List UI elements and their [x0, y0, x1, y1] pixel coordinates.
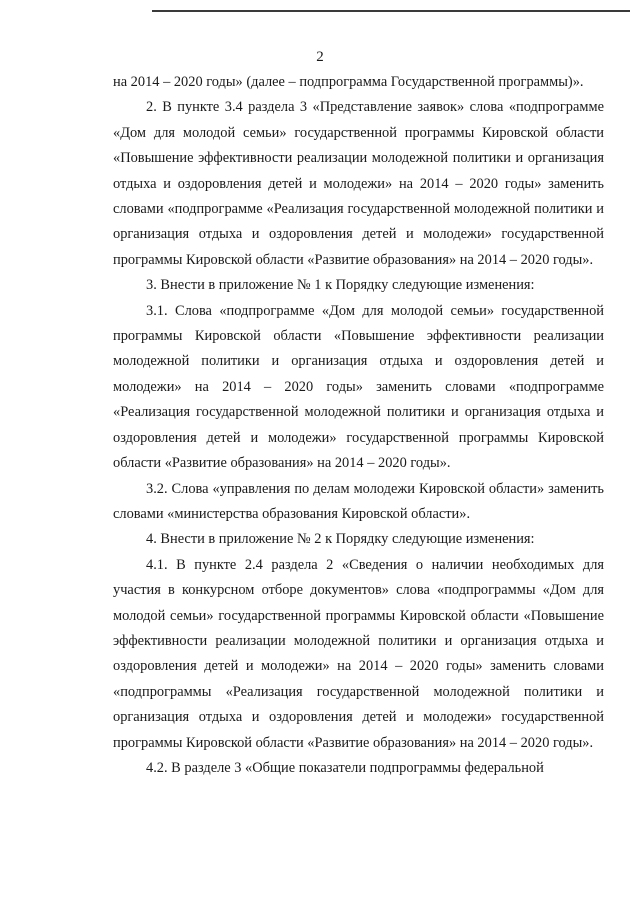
paragraph-item-4-1: 4.1. В пункте 2.4 раздела 2 «Сведения о наличии необходимых для участия в конкурсном отборе документов» слова «подпрограммы «Дом для молодой семьи» государственной программы Кировской области «Повышение эффективности реализации молодежной политики и организация отдыха и оздоровления детей и молодежи» на 2014 – 2020 годы» заменить словами «подпрограммы «Реализация государственной молодежной политики и организация отдыха и оздоровления детей и молодежи» государственной программы Кировской области «Развитие образования» на 2014 – 2020 годы».	[113, 556, 604, 751]
paragraph-item-4-2: 4.2. В разделе 3 «Общие показатели подпрограммы федеральной	[146, 759, 544, 776]
paragraph-item-3-2: 3.2. Слова «управления по делам молодежи Кировской области» заменить словами «министерства образования Кировской области».	[113, 480, 604, 522]
top-rule	[152, 10, 630, 12]
document-body	[113, 70, 604, 781]
page-number: 2	[316, 49, 324, 65]
paragraph-continuation: на 2014 – 2020 годы» (далее – подпрограмма Государственной программы)».	[113, 74, 584, 90]
paragraph-item-4: 4. Внести в приложение № 2 к Порядку следующие изменения:	[146, 531, 535, 548]
paragraph-item-2: 2. В пункте 3.4 раздела 3 «Представление заявок» слова «подпрограмме «Дом для молодой семьи» государственной программы Кировской области «Повышение эффективности реализации молодежной политики и организация отдыха и оздоровления детей и молодежи» на 2014 – 2020 годы» заменить словами «подпрограмме «Реализация государственной молодежной политики и организация отдыха и оздоровления детей и молодежи» государственной программы Кировской области «Развитие образования» на 2014 – 2020 годы».	[113, 99, 604, 268]
paragraph-item-3: 3. Внести в приложение № 1 к Порядку следующие изменения:	[146, 277, 535, 294]
paragraph-item-3-1: 3.1. Слова «подпрограмме «Дом для молодой семьи» государственной программы Кировской области «Повышение эффективности реализации молодежной политики и организация отдыха и оздоровления детей и молодежи» на 2014 – 2020 годы» заменить словами «подпрограмме «Реализация государственной молодежной политики и организация отдыха и оздоровления детей и молодежи» государственной программы Кировской области «Развитие образования» на 2014 – 2020 годы».	[113, 302, 604, 472]
